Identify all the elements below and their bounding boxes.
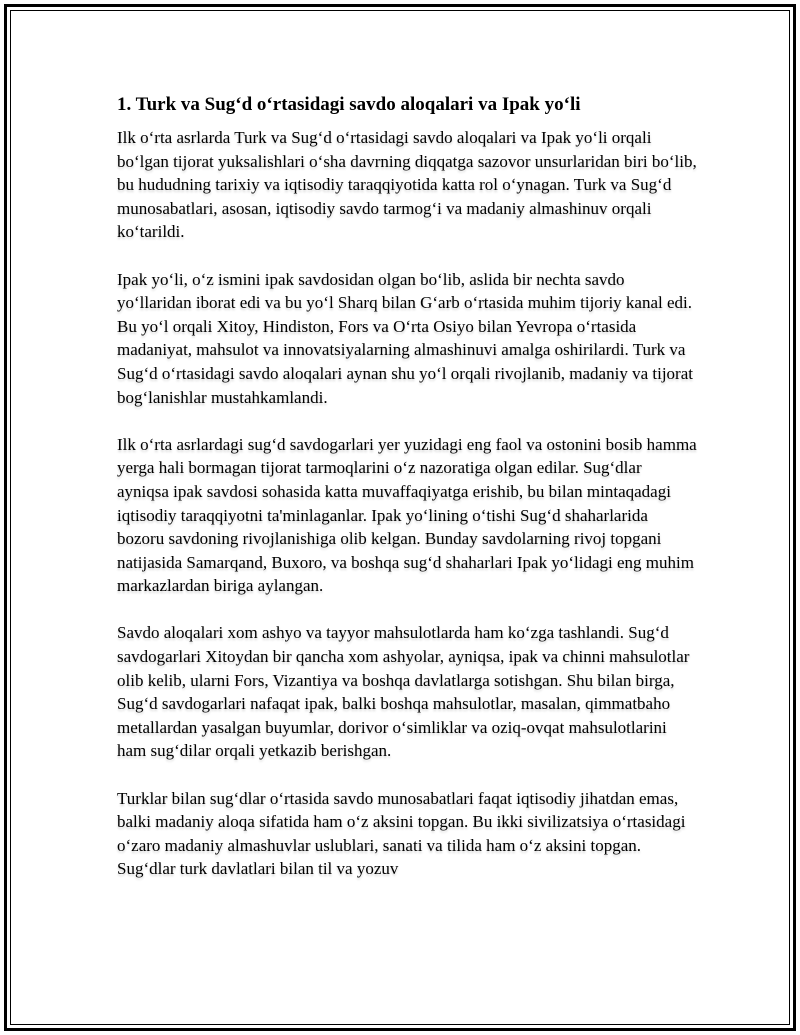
paragraph-3: Ilk o‘rta asrlardagi sug‘d savdogarlari yer yuzidagi eng faol va ostonini bosib hamma yerga hali bormagan tijorat tarmoqlarini o‘z nazoratiga olgan edilar. Sug‘dlar ayniqsa ipak savdosi sohasida katta muvaffaqiyatga erishib, bu bilan mintaqadagi iqtisodiy taraqqiyotni ta'minlaganlar. Ipak yo‘lining o‘tishi Sug‘d shaharlarida bozoru savdoning rivojlanishiga olib kelgan. Bunday savdolarning rivoj topgani natijasida Samarqand, Buxoro, va boshqa sug‘d shaharlari Ipak yo‘lidagi eng muhim markazlardan biriga aylangan. <box>117 434 697 596</box>
paragraph-4: Savdo aloqalari xom ashyo va tayyor mahsulotlarda ham ko‘zga tashlandi. Sug‘d savdogarlari Xitoydan bir qancha xom ashyolar, ayniqsa, ipak va chinni mahsulotlar olib kelib, ularni Fors, Vizantiya va boshqa davlatlarga sotishgan. Shu bilan birga, Sug‘d savdogarlari nafaqat ipak, balki boshqa mahsulotlar, masalan, qimmatbaho metallardan yasalgan buyumlar, dorivor o‘simliklar va oziq-ovqat mahsulotlarini ham sug‘dilar orqali yetkazib berishgan. <box>117 623 690 761</box>
section-heading: 1. Turk va Sug‘d o‘rtasidagi savdo aloqalari va Ipak yo‘li <box>117 94 581 115</box>
paragraph-5: Turklar bilan sug‘dlar o‘rtasida savdo munosabatlari faqat iqtisodiy jihatdan emas, balki madaniy aloqa sifatida ham o‘z aksini topgan. Bu ikki sivilizatsiya o‘rtasidagi o‘zaro madaniy almashuvlar uslublari, sanati va tilida ham o‘z aksini topgan. Sug‘dlar turk davlatlari bilan til va yozuv <box>117 788 686 879</box>
document-content <box>117 92 697 881</box>
paragraph-1: Ilk o‘rta asrlarda Turk va Sug‘d o‘rtasidagi savdo aloqalari va Ipak yo‘li orqali bo‘lgan tijorat yuksalishlari o‘sha davrning diqqatga sazovor unsurlaridan biri bo‘lib, bu hududning tarixiy va iqtisodiy taraqqiyotida katta rol o‘ynagan. Turk va Sug‘d munosabatlari, asosan, iqtisodiy savdo tarmog‘i va madaniy almashinuv orqali ko‘tarildi. <box>117 128 697 242</box>
paragraph-2: Ipak yo‘li, o‘z ismini ipak savdosidan olgan bo‘lib, aslida bir nechta savdo yo‘llaridan iborat edi va bu yo‘l Sharq bilan G‘arb o‘rtasida muhim tijoriy kanal edi. Bu yo‘l orqali Xitoy, Hindiston, Fors va O‘rta Osiyo bilan Yevropa o‘rtasida madaniyat, mahsulot va innovatsiyalarning almashinuvi amalga oshirilardi. Turk va Sug‘d o‘rtasidagi savdo aloqalari aynan shu yo‘l orqali rivojlanib, madaniy va tijorat bog‘lanishlar mustahkamlandi. <box>117 269 693 407</box>
